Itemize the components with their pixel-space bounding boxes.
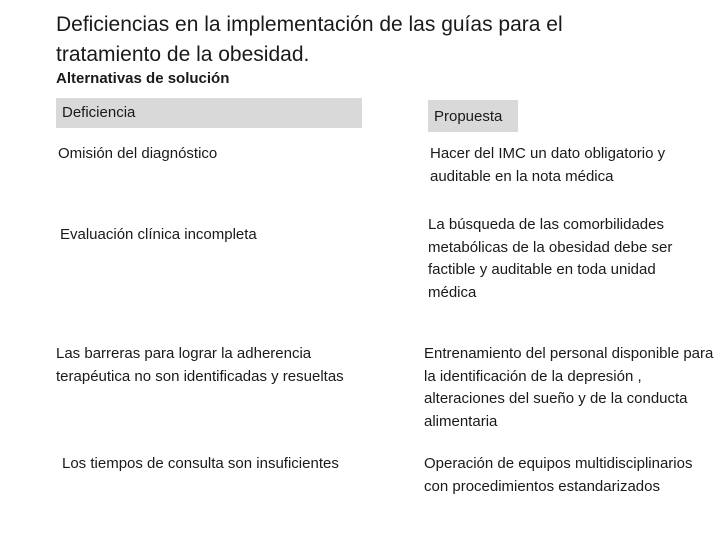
deficiencia-cell: Las barreras para lograr la adherencia terapéutica no son identificadas y resueltas xyxy=(56,345,344,385)
column-header-deficiencia: Deficiencia xyxy=(56,98,362,128)
slide-subtitle: Alternativas de solución xyxy=(56,70,230,87)
deficiencia-cell: Evaluación clínica incompleta xyxy=(60,226,257,243)
deficiencia-cell: Los tiempos de consulta son insuficientes xyxy=(62,455,339,472)
propuesta-cell: Entrenamiento del personal disponible para la identificación de la depresión , alteraciones del sueño y de la conducta alimentaria xyxy=(424,345,714,430)
propuesta-cell: Hacer del IMC un dato obligatorio y auditable en la nota médica xyxy=(430,145,666,185)
deficiencia-cell: Omisión del diagnóstico xyxy=(58,145,218,162)
propuesta-cell: La búsqueda de las comorbilidades metabólicas de la obesidad debe ser factible y auditable en toda unidad médica xyxy=(428,216,673,301)
column-header-propuesta: Propuesta xyxy=(428,100,518,132)
propuesta-cell: Operación de equipos multidisciplinarios con procedimientos estandarizados xyxy=(424,455,693,495)
slide-title: Deficiencias en la implementación de las guías para el tratamiento de la obesidad. xyxy=(56,13,563,66)
